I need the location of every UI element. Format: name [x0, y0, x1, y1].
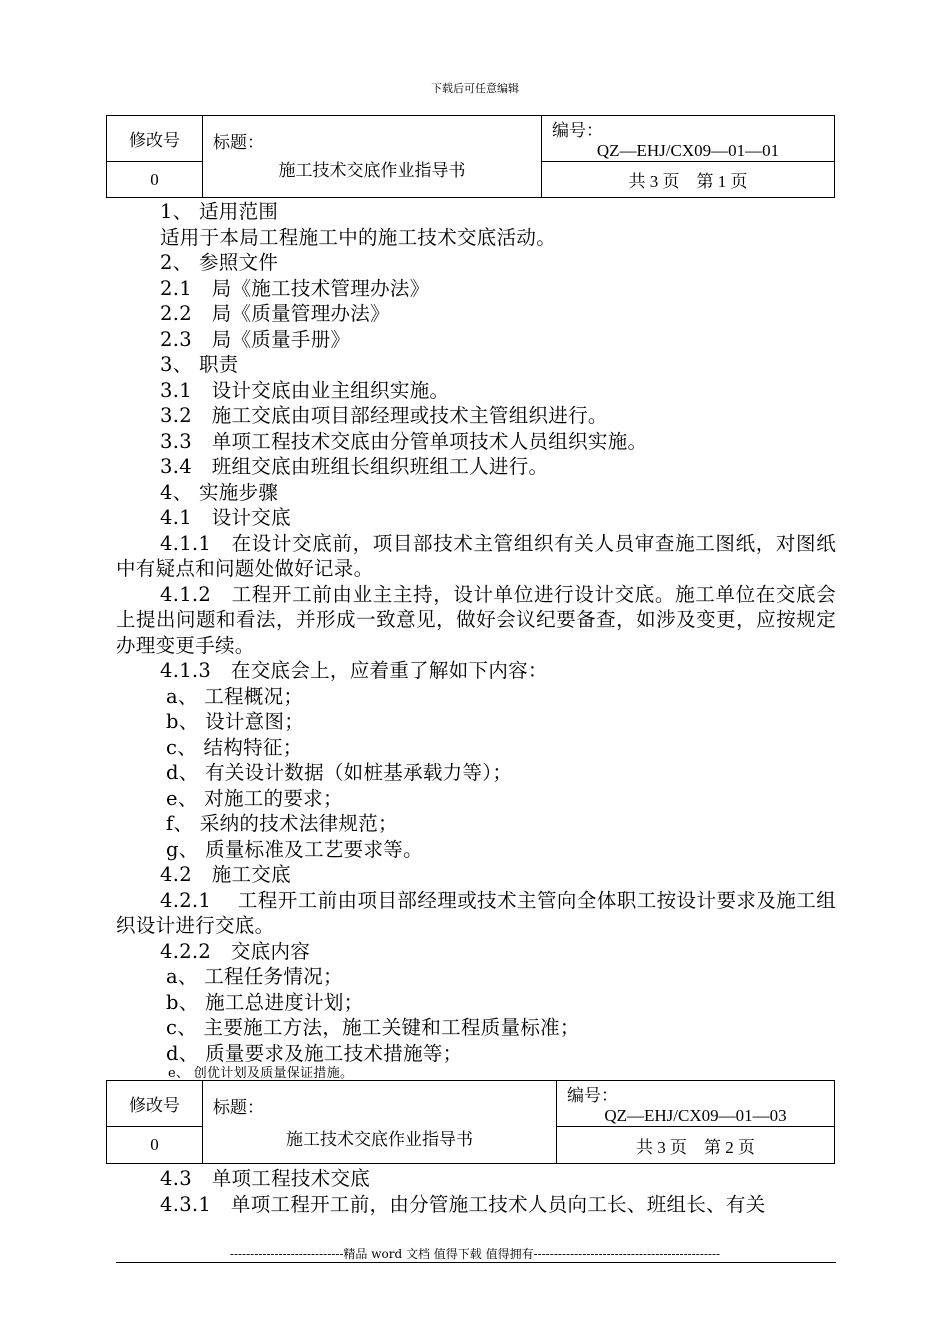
- body-line: 4、 实施步骤: [160, 480, 279, 504]
- number-label: 编号：: [552, 121, 603, 140]
- page-count: 共 3 页 第 1 页: [542, 162, 835, 198]
- section-heading: 4.2.2 交底内容: [160, 939, 311, 963]
- revision-value: 0: [107, 162, 203, 198]
- document-number: QZ—EHJ/CX09—01—03: [604, 1106, 787, 1125]
- body-line: 2.1 局《施工技术管理办法》: [160, 276, 430, 300]
- list-item: e、 对施工的要求；: [166, 786, 343, 810]
- body-line: 2.3 局《质量手册》: [160, 327, 351, 351]
- list-item: c、 结构特征；: [166, 735, 303, 759]
- list-item: f、 采纳的技术法律规范；: [166, 812, 398, 835]
- revision-value: 0: [107, 1127, 203, 1164]
- body-line: 3、 职责: [160, 353, 239, 376]
- body-line: 适用于本局工程施工中的施工技术交底活动。: [160, 225, 557, 249]
- page-count: 共 3 页 第 2 页: [557, 1127, 835, 1164]
- list-item: g、 质量标准及工艺要求等。: [166, 837, 423, 861]
- revision-label: 修改号: [107, 1081, 203, 1127]
- document-title: 施工技术交底作业指导书: [278, 161, 466, 180]
- body-line: 3.2 施工交底由项目部经理或技术主管组织进行。: [160, 404, 608, 427]
- document-number: QZ—EHJ/CX09—01—01: [596, 141, 780, 160]
- document-body-1: [116, 199, 836, 1082]
- number-cell: [557, 1081, 835, 1127]
- section-heading: 4.3 单项工程技术交底: [160, 1167, 371, 1190]
- section-heading: 4.2 施工交底: [160, 863, 291, 886]
- footer-divider: [116, 1262, 836, 1263]
- list-item: d、 有关设计数据（如桩基承载力等）；: [166, 761, 513, 784]
- title-label: 标题：: [213, 133, 264, 152]
- body-line: 3.3 单项工程技术交底由分管单项技术人员组织实施。: [160, 429, 648, 453]
- list-item: d、 质量要求及施工技术措施等；: [166, 1041, 463, 1065]
- paragraph-4-2-1: 4.2.1 工程开工前由项目部经理或技术主管向全体职工按设计要求及施工组织设计进行交底。: [116, 888, 836, 937]
- header-table-2: [106, 1080, 835, 1164]
- body-line: 2.2 局《质量管理办法》: [160, 302, 390, 325]
- body-line: 4.1.3 在交底会上，应着重了解如下内容：: [160, 659, 548, 682]
- top-note: 下载后可任意编辑: [431, 82, 519, 95]
- body-line: 2、 参照文件: [160, 251, 279, 274]
- number-cell: [542, 116, 835, 162]
- document-body-2: [116, 1166, 836, 1217]
- body-line: 4.3.1 单项工程开工前，由分管施工技术人员向工长、班组长、有关: [160, 1192, 766, 1216]
- list-item: b、 设计意图；: [166, 710, 305, 733]
- body-line: 3.1 设计交底由业主组织实施。: [160, 378, 450, 402]
- body-line: 4.1 设计交底: [160, 506, 291, 529]
- body-line: 1、 适用范围: [160, 200, 279, 223]
- title-cell: [203, 116, 542, 198]
- list-item: a、 工程概况；: [166, 684, 304, 708]
- revision-label: 修改号: [107, 116, 203, 162]
- body-line: 3.4 班组交底由班组长组织班组工人进行。: [160, 455, 549, 478]
- paragraph-4-1-2: 4.1.2 工程开工前由业主主持，设计单位进行设计交底。施工单位在交底会上提出问题和看法，并形成一致意见，做好会议纪要备查，如涉及变更，应按规定办理变更手续。: [116, 582, 836, 657]
- list-item: a、 工程任务情况；: [166, 965, 343, 988]
- list-item: b、 施工总进度计划；: [166, 990, 364, 1014]
- number-label: 编号：: [567, 1086, 618, 1105]
- title-label: 标题：: [213, 1098, 264, 1117]
- list-item-small: e、 创优计划及质量保证措施。: [168, 1066, 354, 1081]
- list-item: c、 主要施工方法，施工关键和工程质量标准；: [166, 1016, 580, 1039]
- paragraph-4-1-1: 4.1.1 在设计交底前，项目部技术主管组织有关人员审查施工图纸，对图纸中有疑点和问题处做好记录。: [116, 531, 836, 580]
- footer-text: ----------------------------精品 word 文档 值得下载 值得拥有----------------------------------------------: [229, 1247, 721, 1261]
- header-table-1: [106, 115, 835, 198]
- document-title: 施工技术交底作业指导书: [286, 1130, 473, 1149]
- title-cell: [203, 1081, 557, 1164]
